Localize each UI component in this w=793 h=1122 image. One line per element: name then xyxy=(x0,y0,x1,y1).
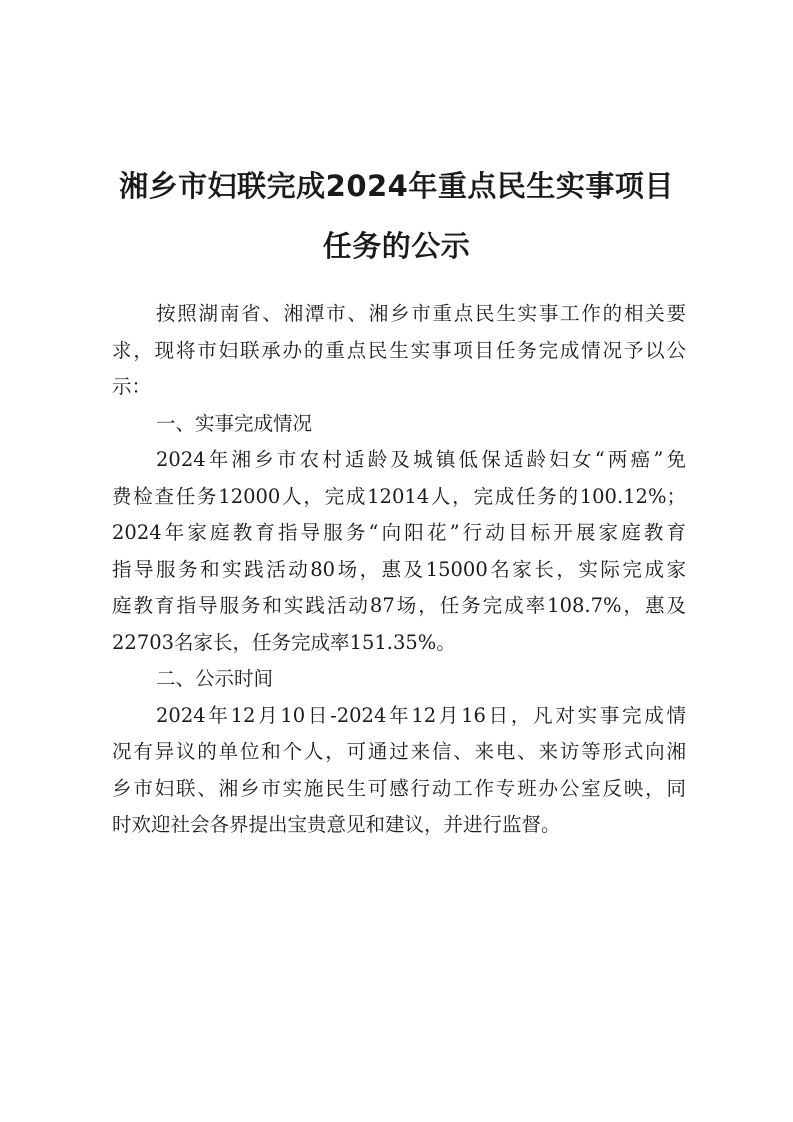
section-1-line-4: 指导服务和实践活动80场，惠及15000名家长，实际完成家 xyxy=(112,557,686,581)
section-1-line-6: 22703名家长，任务完成率151.35%。 xyxy=(112,630,456,654)
document-title-line-2: 任务的公示 xyxy=(322,229,471,263)
section-1-heading: 一、实事完成情况 xyxy=(156,411,313,435)
document-body xyxy=(112,296,686,844)
section-1-line-1: 2024年湘乡市农村适龄及城镇低保适龄妇女“两癌”免 xyxy=(156,448,686,471)
section-2-heading: 二、公示时间 xyxy=(156,667,274,690)
section-2-line-4: 时欢迎社会各界提出宝贵意见和建议，并进行监督。 xyxy=(112,813,561,836)
section-2-line-1: 2024年12月10日-2024年12月16日，凡对实事完成情 xyxy=(156,703,686,727)
section-1-line-2: 费检查任务12000人，完成12014人，完成任务的100.12%； xyxy=(112,484,686,508)
intro-line-3: 示： xyxy=(112,375,152,398)
section-2-line-3: 乡市妇联、湘乡市实施民生可感行动工作专班办公室反映，同 xyxy=(112,776,686,800)
section-1-line-3: 2024年家庭教育指导服务“向阳花”行动目标开展家庭教育 xyxy=(112,521,686,544)
section-2-line-2: 况有异议的单位和个人，可通过来信、来电、来访等形式向湘 xyxy=(112,740,686,763)
intro-line-2: 求，现将市妇联承办的重点民生实事项目任务完成情况予以公 xyxy=(112,338,686,362)
section-1-line-5: 庭教育指导服务和实践活动87场，任务完成率108.7%，惠及 xyxy=(112,594,686,617)
intro-line-1: 按照湖南省、湘潭市、湘乡市重点民生实事工作的相关要 xyxy=(156,302,686,325)
document-title-line-1: 湘乡市妇联完成2024年重点民生实事项目 xyxy=(119,169,674,203)
